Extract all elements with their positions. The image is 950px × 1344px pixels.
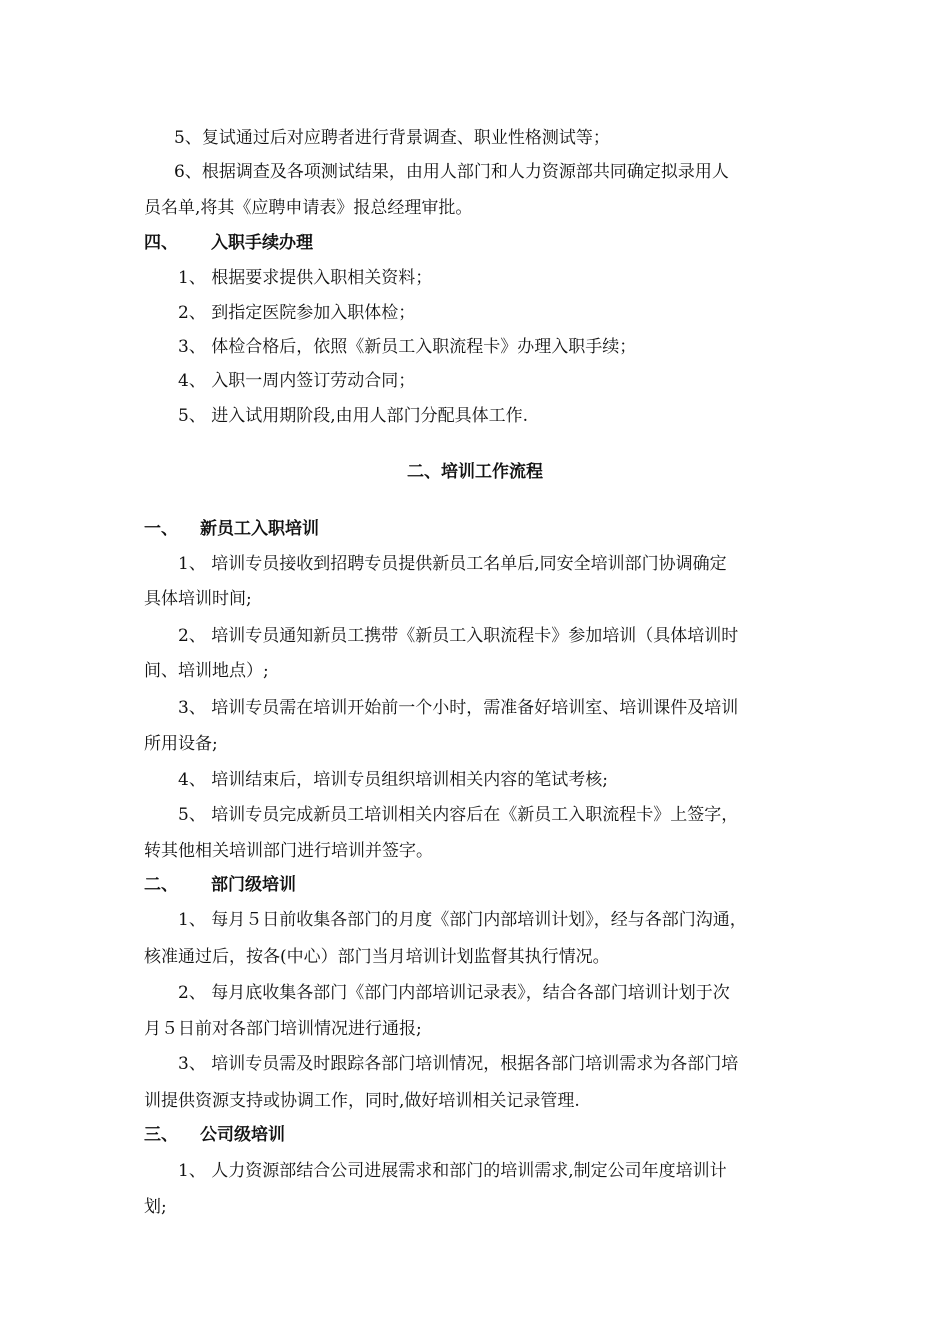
recruit-item-5: 5、复试通过后对应聘者进行背景调查、职业性格测试等； bbox=[174, 128, 610, 148]
onboarding-heading-number: 四、 bbox=[144, 233, 178, 253]
company-heading: 公司级培训 bbox=[200, 1125, 285, 1145]
department-line: 1、 每月５日前收集各部门的月度《部门内部培训计划》，经与各部门沟通， bbox=[178, 910, 747, 930]
department-line: 月５日前对各部门培训情况进行通报; bbox=[144, 1019, 422, 1039]
training-section-title: 二、培训工作流程 bbox=[407, 462, 543, 482]
new-employee-line: 1、 培训专员接收到招聘专员提供新员工名单后,同安全培训部门协调确定 bbox=[178, 554, 727, 574]
onboarding-heading: 入职手续办理 bbox=[211, 233, 313, 253]
department-line: 训提供资源支持或协调工作，同时,做好培训相关记录管理. bbox=[144, 1091, 580, 1111]
department-line: 2、 每月底收集各部门《部门内部培训记录表》，结合各部门培训计划于次 bbox=[178, 983, 730, 1003]
new-employee-line: 具体培训时间; bbox=[144, 589, 252, 609]
department-heading: 部门级培训 bbox=[211, 875, 296, 895]
new-employee-line: 转其他相关培训部门进行培训并签字。 bbox=[144, 841, 433, 861]
company-line: 1、 人力资源部结合公司进展需求和部门的培训需求,制定公司年度培训计 bbox=[178, 1161, 727, 1181]
new-employee-line: 2、 培训专员通知新员工携带《新员工入职流程卡》参加培训（具体培训时 bbox=[178, 626, 739, 646]
onboarding-item-3: 3、 体检合格后，依照《新员工入职流程卡》办理入职手续； bbox=[178, 337, 637, 357]
onboarding-item-5: 5、 进入试用期阶段,由用人部门分配具体工作. bbox=[178, 406, 529, 426]
onboarding-item-2: 2、 到指定医院参加入职体检； bbox=[178, 303, 416, 323]
onboarding-item-1: 1、 根据要求提供入职相关资料； bbox=[178, 268, 433, 288]
new-employee-line: 3、 培训专员需在培训开始前一个小时，需准备好培训室、培训课件及培训 bbox=[178, 698, 739, 718]
new-employee-line: 间、培训地点）; bbox=[144, 661, 269, 681]
recruit-item-6-line1: 6、根据调查及各项测试结果，由用人部门和人力资源部共同确定拟录用人 bbox=[174, 162, 729, 182]
company-line: 划; bbox=[144, 1197, 167, 1217]
new-employee-line: 5、 培训专员完成新员工培训相关内容后在《新员工入职流程卡》上签字， bbox=[178, 805, 739, 825]
department-line: 3、 培训专员需及时跟踪各部门培训情况，根据各部门培训需求为各部门培 bbox=[178, 1054, 739, 1074]
new-employee-heading: 新员工入职培训 bbox=[200, 519, 319, 539]
department-line: 核准通过后，按各(中心）部门当月培训计划监督其执行情况。 bbox=[144, 947, 610, 967]
recruit-item-6-line2: 员名单,将其《应聘申请表》报总经理审批。 bbox=[144, 198, 473, 218]
new-employee-line: 所用设备; bbox=[144, 734, 218, 754]
onboarding-item-4: 4、 入职一周内签订劳动合同； bbox=[178, 371, 416, 391]
new-employee-line: 4、 培训结束后，培训专员组织培训相关内容的笔试考核; bbox=[178, 770, 608, 790]
department-heading-number: 二、 bbox=[144, 875, 178, 895]
new-employee-heading-number: 一、 bbox=[144, 519, 178, 539]
company-heading-number: 三、 bbox=[144, 1125, 178, 1145]
